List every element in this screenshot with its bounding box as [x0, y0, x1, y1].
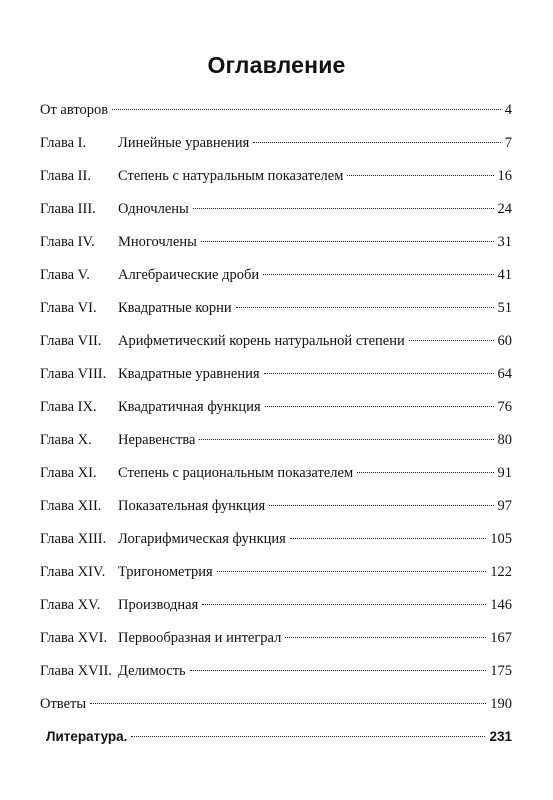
dot-leader: [265, 406, 494, 407]
toc-entry-page: 16: [497, 168, 512, 184]
toc-entry: [40, 163, 512, 196]
toc-entry: [40, 460, 512, 493]
toc-entry: [40, 493, 512, 526]
toc-entry: [40, 196, 512, 229]
toc-entry-chapter: Глава XIV.: [40, 564, 106, 580]
toc-entry-name: Литература.: [46, 729, 128, 744]
toc-entry: [40, 328, 512, 361]
toc-entry-chapter: Глава I.: [40, 135, 87, 151]
toc-entry-name: От авторов: [40, 102, 109, 118]
dot-leader: [90, 703, 486, 704]
toc-entry-name: Производная: [118, 597, 199, 613]
toc-entry-chapter: Глава IV.: [40, 234, 95, 250]
toc-entry-name: Многочлены: [118, 234, 197, 250]
dot-leader: [199, 439, 493, 440]
toc-entry-page: 97: [497, 498, 512, 514]
toc-entry: [40, 625, 512, 658]
dot-leader: [285, 637, 486, 638]
toc-entry-name: Квадратные уравнения: [118, 366, 260, 382]
dot-leader: [112, 109, 501, 110]
toc-entry-chapter: Глава XV.: [40, 597, 101, 613]
toc-entry: [40, 130, 512, 163]
dot-leader: [347, 175, 493, 176]
dot-leader: [190, 670, 487, 671]
toc-entry: [40, 97, 512, 130]
dot-leader: [263, 274, 493, 275]
toc-entry: [40, 427, 512, 460]
toc-entry-name: Показательная функция: [118, 498, 266, 514]
toc-entry-chapter: Глава X.: [40, 432, 92, 448]
toc-entry-name: Неравенства: [118, 432, 196, 448]
toc-entry-name: Степень с натуральным показателем: [118, 168, 344, 184]
toc-entry-page: 105: [490, 531, 512, 547]
toc-entry: [40, 526, 512, 559]
toc-entry-page: 91: [497, 465, 512, 481]
toc-entry-chapter: Глава III.: [40, 201, 96, 217]
toc-entry-page: 175: [490, 663, 512, 679]
toc-entry-chapter: Глава VIII.: [40, 366, 107, 382]
table-of-contents: [40, 97, 512, 757]
toc-entry-name: Одночлены: [118, 201, 189, 217]
toc-entry-name: Степень с рациональным показателем: [118, 465, 354, 481]
dot-leader: [290, 538, 486, 539]
toc-entry-chapter: Глава XVII.: [40, 663, 112, 679]
toc-entry-name: Арифметический корень натуральной степени: [118, 333, 405, 349]
toc-entry-chapter: Глава V.: [40, 267, 90, 283]
toc-entry-chapter: Глава XIII.: [40, 531, 107, 547]
toc-entry-page: 146: [490, 597, 512, 613]
toc-entry: [40, 592, 512, 625]
dot-leader: [269, 505, 493, 506]
toc-entry-name: Квадратичная функция: [118, 399, 261, 415]
toc-entry-chapter: Глава IX.: [40, 399, 97, 415]
toc-entry-name: Первообразная и интеграл: [118, 630, 282, 646]
toc-entry-page: 60: [497, 333, 512, 349]
toc-entry-chapter: Глава XII.: [40, 498, 102, 514]
dot-leader: [193, 208, 494, 209]
toc-entry-page: 167: [490, 630, 512, 646]
dot-leader: [357, 472, 493, 473]
toc-entry-page: 51: [497, 300, 512, 316]
toc-entry-page: 80: [497, 432, 512, 448]
dot-leader: [201, 241, 494, 242]
toc-entry-chapter: Глава XVI.: [40, 630, 108, 646]
toc-entry-page: 7: [504, 135, 512, 151]
toc-entry-chapter: Глава VII.: [40, 333, 102, 349]
dot-leader: [217, 571, 487, 572]
toc-entry-name: Квадратные корни: [118, 300, 232, 316]
toc-entry-chapter: Глава XI.: [40, 465, 97, 481]
dot-leader: [264, 373, 494, 374]
toc-entry-page: 190: [490, 696, 512, 712]
toc-entry-page: 31: [497, 234, 512, 250]
toc-entry-name: Алгебраические дроби: [118, 267, 260, 283]
dot-leader: [202, 604, 486, 605]
toc-entry-page: 41: [497, 267, 512, 283]
toc-entry-page: 231: [489, 729, 512, 744]
toc-entry-page: 76: [497, 399, 512, 415]
toc-entry-chapter: Глава II.: [40, 168, 91, 184]
dot-leader: [236, 307, 494, 308]
toc-entry-page: 122: [490, 564, 512, 580]
toc-entry-name: Делимость: [118, 663, 186, 679]
toc-entry-name: Линейные уравнения: [118, 135, 250, 151]
toc-entry: [40, 229, 512, 262]
toc-entry: [40, 361, 512, 394]
toc-entry-name: Ответы: [40, 696, 87, 712]
toc-entry-chapter: Глава VI.: [40, 300, 97, 316]
dot-leader: [253, 142, 500, 143]
dot-leader: [131, 736, 485, 737]
toc-entry-page: 24: [497, 201, 512, 217]
toc-entry: [40, 559, 512, 592]
toc-entry: [40, 691, 512, 724]
toc-entry-page: 64: [497, 366, 512, 382]
toc-entry: [40, 295, 512, 328]
page-title: Оглавление: [207, 52, 346, 78]
dot-leader: [409, 340, 494, 341]
toc-entry: [40, 658, 512, 691]
toc-entry: [40, 394, 512, 427]
toc-entry-page: 4: [504, 102, 512, 118]
toc-entry-name: Логарифмическая функция: [118, 531, 286, 547]
toc-entry: [40, 724, 512, 757]
toc-entry-name: Тригонометрия: [118, 564, 213, 580]
toc-entry: [40, 262, 512, 295]
